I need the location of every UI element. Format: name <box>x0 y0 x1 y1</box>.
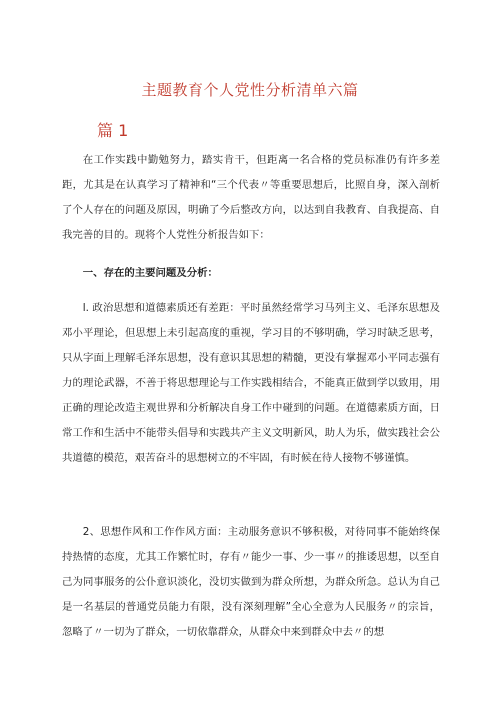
paragraph-political-ideology: l. 政治思想和道德素质还有差距：平时虽然经常学习马列主义、毛泽东思想及邓小平理论，但思想上未引起高度的重视，学习目的不够明确，学习时缺乏思考，只从字面上理解毛泽东思想，没有意识其思想的精髓，更没有掌握邓小平同志强有力的理论武器，不善于将思想理论与工作实践相结合，不能真正做到学以致用，用正确的理论改造主观世界和分析解决自身工作中碰到的问题。在道德素质方面，日常工作和生活中不能带头倡导和实践共产主义文明新风，助人为乐，做实践社会公共道德的模范，艰苦奋斗的思想树立的不牢固，有时候在待人接物不够谨慎。 <box>62 302 440 464</box>
section-heading: 篇 1 <box>97 121 129 140</box>
paragraph-intro: 在工作实践中勤勉努力，踏实肯干，但距离一名合格的党员标准仍有许多差距，尤其是在认真学习了精神和“三个代表〃等重要思想后，比照自身，深入剖析了个人存在的问题及原因，明确了今后整改方向，以达到自我教育、自我提高、自我完善的目的。现将个人党性分析报告如下： <box>62 154 440 241</box>
paragraph-work-style: 2、思想作风和工作作风方面：主动服务意识不够积极，对待同事不能始终保持热情的态度，尤其工作繁忙时，存有〃能少一事、少一事〃的推诿思想，以至自己为同事服务的公仆意识淡化，没切实做到为群众所想，为群众所急。总认为自己是一名基层的普通党员能力有限，没有深刻理解”全心全意为人民服务〃的宗旨，忽略了〃一切为了群众，一切依靠群众，从群众中来到群众中去〃的想 <box>62 526 440 638</box>
document-title: 主题教育个人党性分析清单六篇 <box>141 81 359 99</box>
subheading-problems: 一、存在的主要问题及分析： <box>82 267 218 279</box>
